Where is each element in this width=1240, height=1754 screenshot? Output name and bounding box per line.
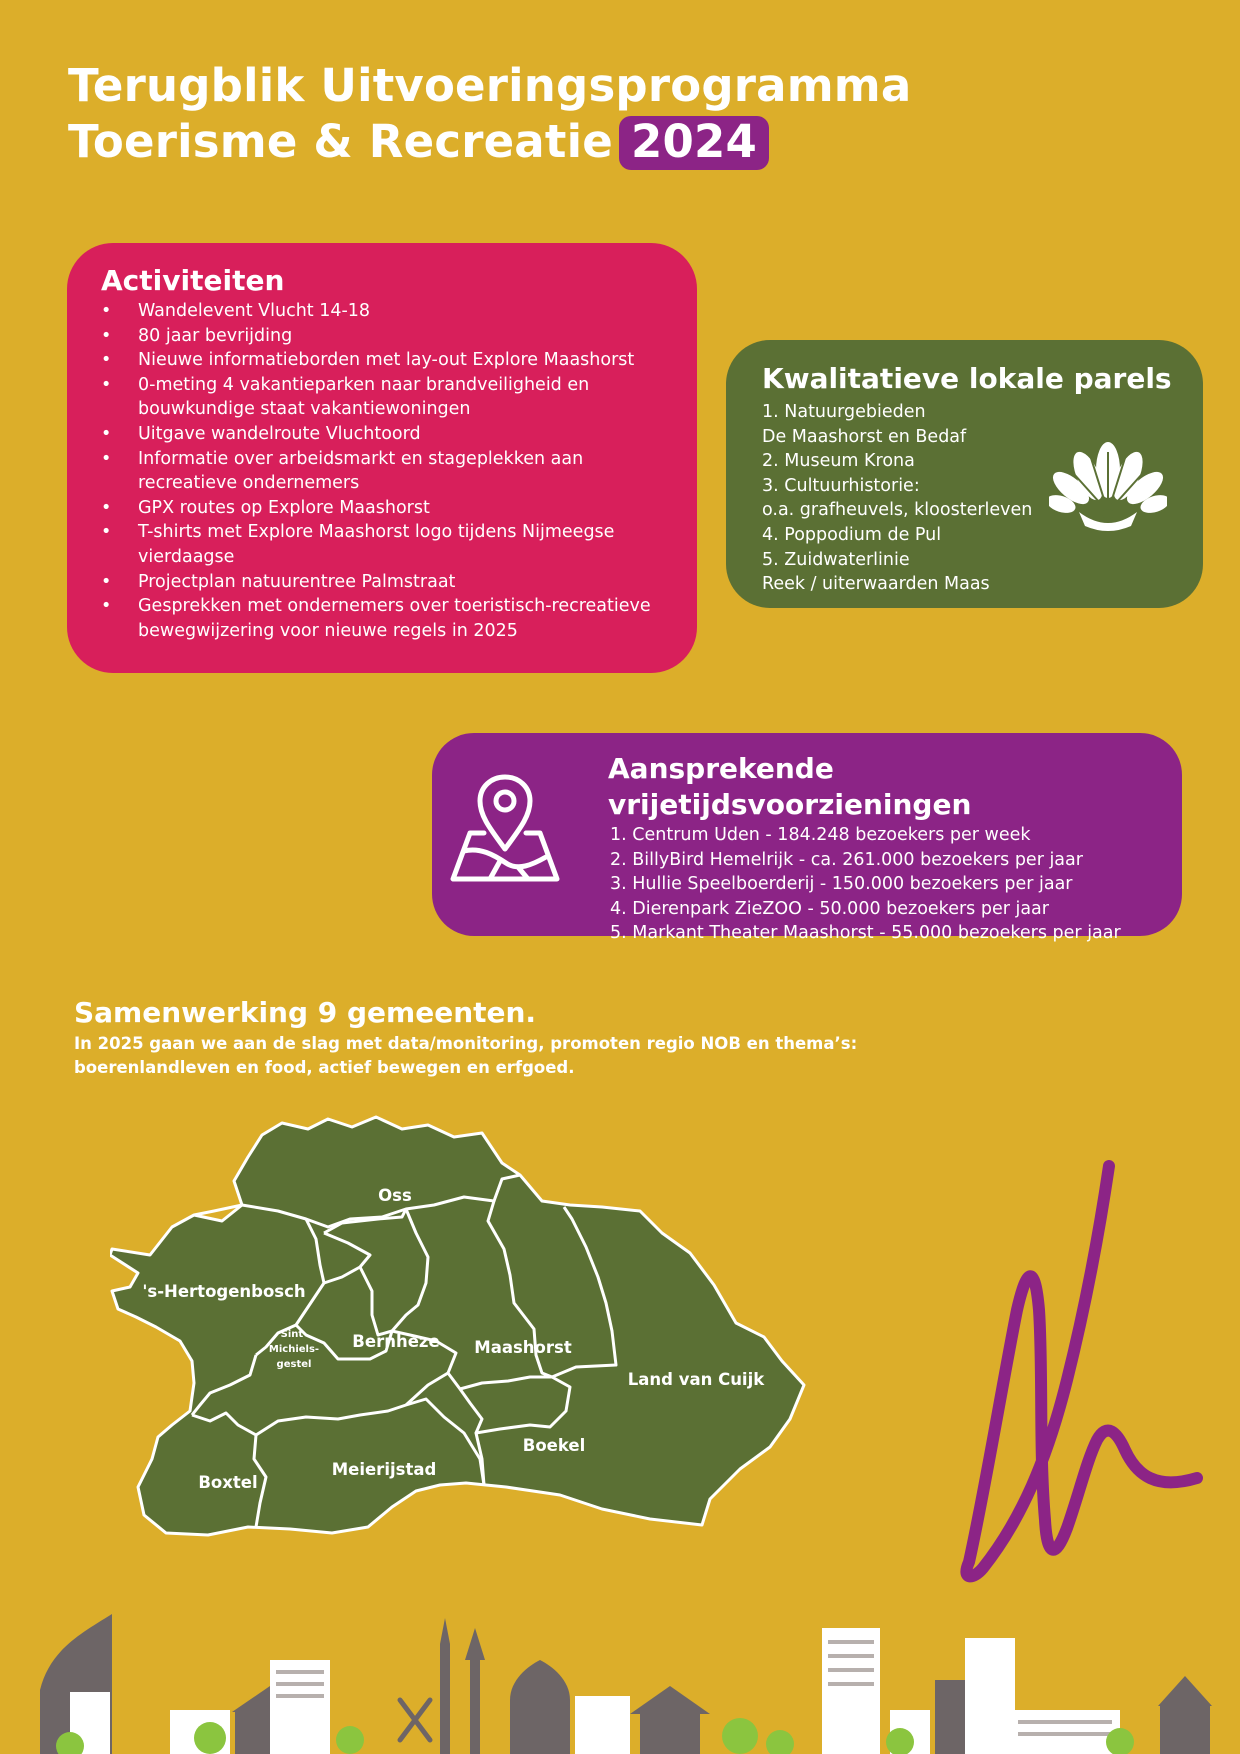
map-label-bernheze: Bernheze <box>352 1332 440 1351</box>
map-label-boekel: Boekel <box>522 1436 586 1455</box>
map-label-hertogenbosch: 's-Hertogenbosch <box>142 1282 306 1301</box>
list-item: • 80 jaar bevrijding <box>101 324 667 349</box>
map-label-sint-3: gestel <box>276 1359 312 1370</box>
voorzieningen-card <box>432 733 1182 944</box>
samenwerking-text-line-2: boerenlandleven en food, actief bewegen en erfgoed. <box>74 1058 575 1077</box>
list-item: 4. Poppodium de Pul <box>762 524 942 545</box>
list-item: 2. Museum Krona <box>762 451 915 472</box>
map-label-sint-2: Michiels- <box>268 1344 320 1355</box>
voorzieningen-list <box>610 823 1162 946</box>
map-label-land-van-cuijk: Land van Cuijk <box>627 1370 765 1389</box>
list-item: • Informatie over arbeidsmarkt en stageplekken aan recreatieve ondernemers <box>101 447 667 496</box>
list-item: 5. Markant Theater Maashorst - 55.000 bezoekers per jaar <box>610 923 1121 944</box>
activities-list <box>101 299 667 643</box>
title-line-2-text: Toerisme & Recreatie <box>68 115 613 168</box>
list-item: 1. Centrum Uden - 184.248 bezoekers per week <box>610 825 1031 845</box>
samenwerking-text-line-1: In 2025 gaan we aan de slag met data/monitoring, promoten regio NOB en thema’s: <box>74 1034 858 1053</box>
title-line-1: Terugblik Uitvoeringsprogramma <box>68 59 912 112</box>
activities-heading: Activiteiten <box>101 264 285 297</box>
parels-card <box>726 340 1203 608</box>
list-item: o.a. grafheuvels, kloosterleven <box>762 500 1033 521</box>
year-badge: 2024 <box>619 116 769 170</box>
list-item: 3. Hullie Speelboerderij - 150.000 bezoekers per jaar <box>610 874 1073 895</box>
list-item: • T-shirts met Explore Maashorst logo tijdens Nijmeegse vierdaagse <box>101 520 667 569</box>
list-item: 3. Cultuurhistorie: <box>762 475 920 496</box>
skyline-illustration <box>0 1600 1240 1754</box>
activities-card <box>67 243 697 673</box>
list-item: 5. Zuidwaterlinie <box>762 549 910 570</box>
list-item: • Uitgave wandelroute Vluchtoord <box>101 422 667 447</box>
list-item: • Projectplan natuurentree Palmstraat <box>101 570 667 595</box>
region-map <box>110 1115 890 1545</box>
map-label-boxtel: Boxtel <box>198 1473 258 1492</box>
list-item: Reek / uiterwaarden Maas <box>762 574 990 595</box>
list-item: De Maashorst en Bedaf <box>762 426 967 447</box>
samenwerking-heading: Samenwerking 9 gemeenten. <box>74 996 537 1029</box>
maashorst-logo-icon <box>955 1160 1205 1610</box>
list-item: 4. Dierenpark ZieZOO - 50.000 bezoekers per jaar <box>610 898 1049 919</box>
list-item: 1. Natuurgebieden <box>762 402 926 422</box>
map-label-oss: Oss <box>378 1186 412 1205</box>
list-item: • Gesprekken met ondernemers over toeristisch-recreatieve bewegwijzering voor nieuwe regels in 2025 <box>101 594 667 643</box>
map-label-meierijstad: Meierijstad <box>331 1460 437 1479</box>
map-label-sint-1: Sint- <box>280 1329 308 1340</box>
list-item: • 0-meting 4 vakantieparken naar brandveiligheid en bouwkundige staat vakantiewoningen <box>101 373 667 422</box>
list-item: • Nieuwe informatieborden met lay-out Explore Maashorst <box>101 348 667 373</box>
shell-icon <box>1049 442 1167 532</box>
title-line-2 <box>68 114 911 170</box>
list-item: • GPX routes op Explore Maashorst <box>101 496 667 521</box>
samenwerking-section <box>74 994 857 1080</box>
page-title <box>68 58 911 170</box>
list-item: • Wandelevent Vlucht 14-18 <box>101 299 667 324</box>
map-label-maashorst: Maashorst <box>474 1338 572 1357</box>
list-item: 2. BillyBird Hemelrijk - ca. 261.000 bezoekers per jaar <box>610 849 1083 870</box>
voorzieningen-heading: Aansprekende vrijetijdsvoorzieningen <box>608 752 972 821</box>
map-pin-icon <box>450 773 560 885</box>
parels-heading: Kwalitatieve lokale parels <box>762 362 1172 395</box>
